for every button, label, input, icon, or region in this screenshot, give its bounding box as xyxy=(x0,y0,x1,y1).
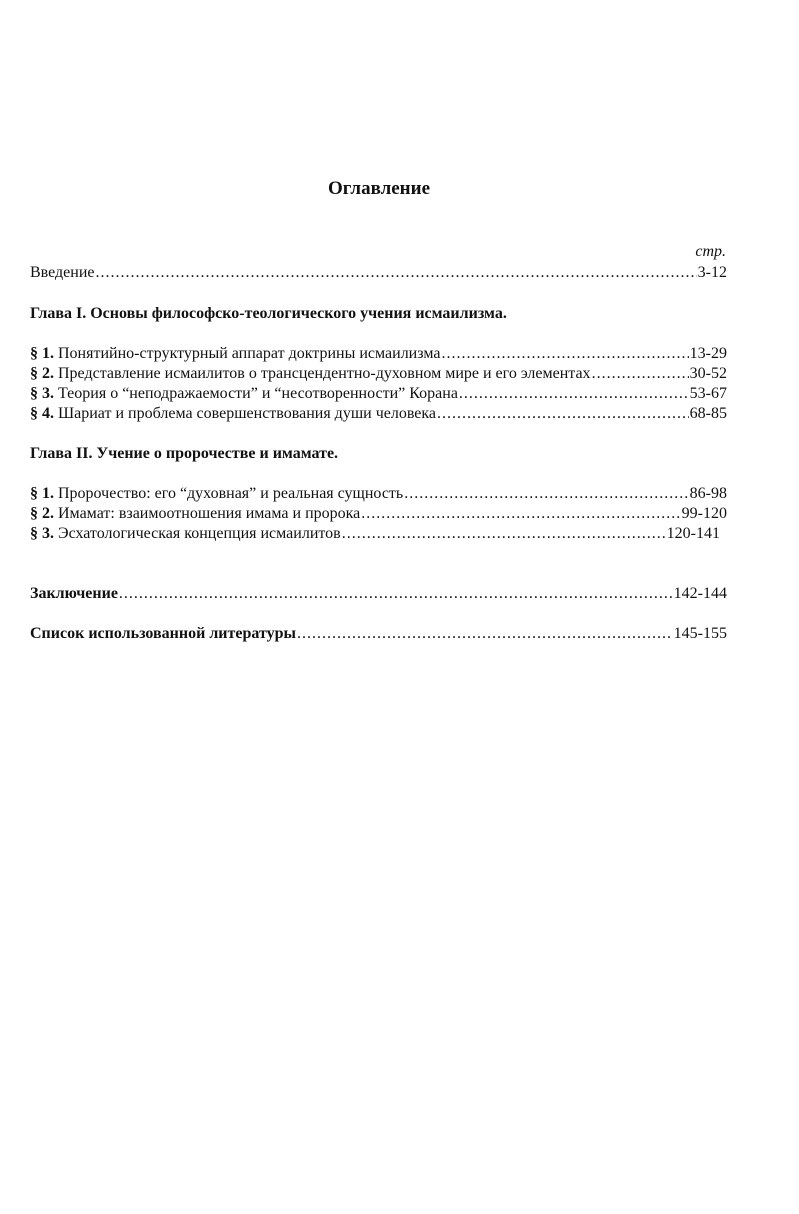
toc-entry-label xyxy=(30,404,436,424)
toc-entry-label xyxy=(30,344,440,364)
toc-entry-pages: 68-85 xyxy=(689,405,727,422)
dot-leader xyxy=(342,524,666,544)
toc-entry-pages: 142-144 xyxy=(673,585,727,602)
dot-leader xyxy=(459,384,689,404)
section-mark: § 2. xyxy=(30,505,54,522)
toc-entry-ch1-s1 xyxy=(30,344,727,364)
toc-entry-label xyxy=(30,364,591,384)
toc-entry-ch2-s3 xyxy=(30,524,720,544)
toc-entry-pages: 13-29 xyxy=(689,345,727,362)
dot-leader xyxy=(437,404,689,424)
section-mark: § 4. xyxy=(30,405,54,422)
toc-entry-pages: 99-120 xyxy=(681,505,727,522)
section-title: Эсхатологическая концепция исмаилитов xyxy=(58,525,341,542)
dot-leader xyxy=(297,624,673,644)
dot-leader xyxy=(119,584,673,604)
toc-entry-pages: 120-141 xyxy=(666,525,720,542)
page-title: Оглавление xyxy=(327,178,431,199)
section-title: Представление исмаилитов о трансцендентно-духовном мире и его элементах xyxy=(58,365,591,382)
section-title: Шариат и проблема совершенствования души человека xyxy=(58,405,437,422)
page-column-header: стр. xyxy=(695,243,726,260)
toc-entry-ch1-s4 xyxy=(30,404,727,424)
dot-leader xyxy=(361,504,680,524)
section-mark: § 1. xyxy=(30,485,54,502)
toc-entry-label xyxy=(30,384,458,404)
dot-leader xyxy=(592,364,689,384)
chapter-2-heading: Глава II. Учение о пророчестве и имамате. xyxy=(30,445,339,462)
section-title: Имамат: взаимоотношения имама и пророка xyxy=(58,505,361,522)
toc-entry-bibliography xyxy=(30,624,727,644)
toc-entry-label xyxy=(30,524,341,544)
section-mark: § 1. xyxy=(30,345,54,362)
toc-entry-ch1-s3 xyxy=(30,384,727,404)
toc-entry-label: Заключение xyxy=(30,585,118,602)
toc-entry-pages: 53-67 xyxy=(689,385,727,402)
toc-entry-pages: 86-98 xyxy=(689,485,727,502)
toc-entry-pages: 30-52 xyxy=(689,365,727,382)
toc-entry-conclusion xyxy=(30,584,727,604)
toc-entry-label: Список использованной литературы xyxy=(30,625,296,642)
toc-entry-intro xyxy=(30,263,727,283)
toc-entry-pages: 145-155 xyxy=(673,625,727,642)
toc-entry-ch2-s2 xyxy=(30,504,727,524)
toc-entry-pages: 3-12 xyxy=(697,264,727,281)
toc-entry-label: Введение xyxy=(30,264,95,281)
dot-leader xyxy=(441,344,688,364)
section-mark: § 2. xyxy=(30,365,54,382)
section-title: Понятийно-структурный аппарат доктрины исмаилизма xyxy=(58,345,441,362)
section-mark: § 3. xyxy=(30,525,54,542)
dot-leader xyxy=(96,263,697,283)
toc-entry-label xyxy=(30,504,360,524)
section-title: Теория о “неподражаемости” и “несотворенности” Корана xyxy=(58,385,458,402)
section-title: Пророчество: его “духовная” и реальная сущность xyxy=(58,485,404,502)
chapter-1-heading: Глава I. Основы философско-теологического учения исмаилизма. xyxy=(30,305,507,322)
dot-leader xyxy=(404,484,688,504)
toc-entry-ch2-s1 xyxy=(30,484,727,504)
section-mark: § 3. xyxy=(30,385,54,402)
toc-entry-ch1-s2 xyxy=(30,364,727,384)
toc-entry-label xyxy=(30,484,403,504)
